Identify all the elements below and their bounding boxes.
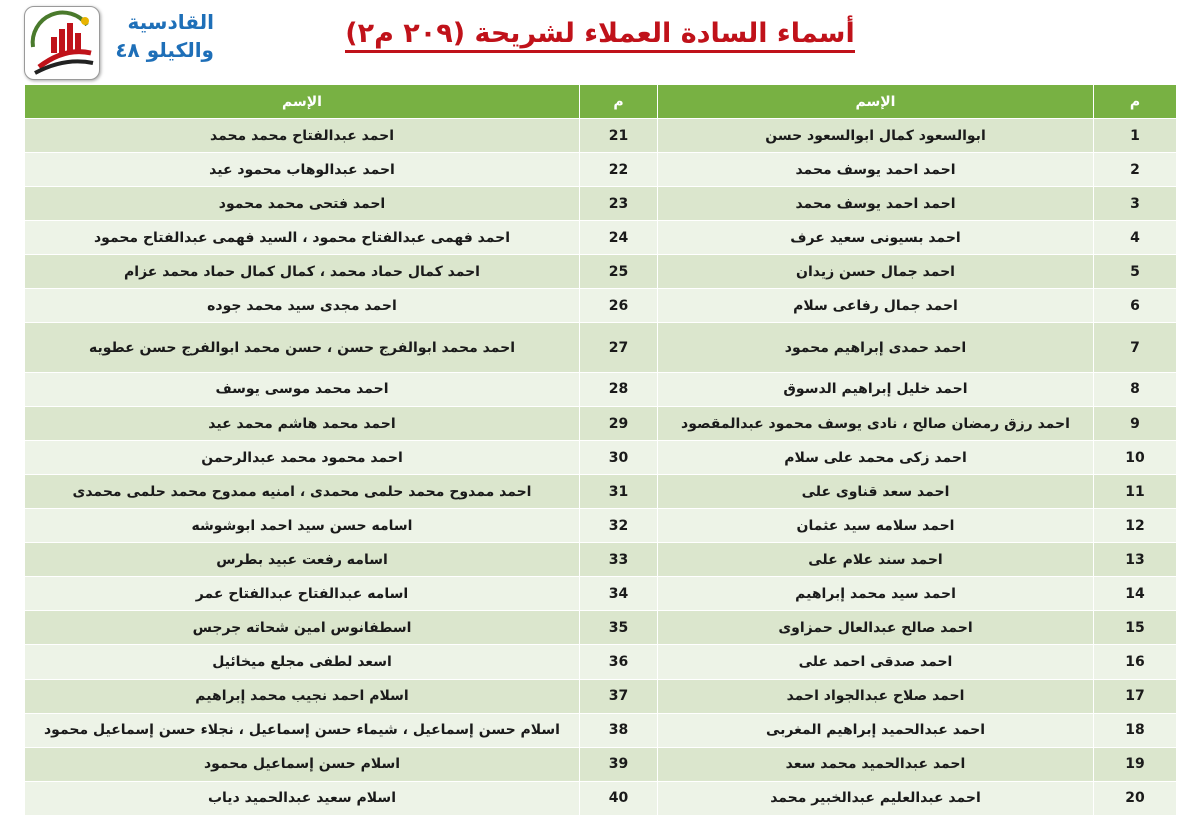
row-number: 22 bbox=[580, 153, 658, 187]
row-number: 31 bbox=[580, 475, 658, 509]
row-number: 33 bbox=[580, 543, 658, 577]
table-row bbox=[25, 781, 1177, 815]
customer-name: احمد صالح عبدالعال حمزاوى bbox=[658, 611, 1094, 645]
row-number: 36 bbox=[580, 645, 658, 679]
customer-name: احمد احمد يوسف محمد bbox=[658, 187, 1094, 221]
table-row bbox=[25, 119, 1177, 153]
customer-name: احمد محمود محمد عبدالرحمن bbox=[25, 441, 580, 475]
customer-name: احمد محمد موسى يوسف bbox=[25, 372, 580, 406]
table-row bbox=[25, 289, 1177, 323]
customer-name: اسلام سعيد عبدالحميد دياب bbox=[25, 781, 580, 815]
brand-name bbox=[104, 8, 214, 64]
customer-name: اسعد لطفى مجلع ميخائيل bbox=[25, 645, 580, 679]
customer-name: احمد فهمى عبدالفتاح محمود ، السيد فهمى عبدالفتاح محمود bbox=[25, 221, 580, 255]
customer-name: احمد محمد هاشم محمد عيد bbox=[25, 407, 580, 441]
row-number: 1 bbox=[1094, 119, 1177, 153]
table-row bbox=[25, 747, 1177, 781]
customer-name: احمد سعد قناوى على bbox=[658, 475, 1094, 509]
customer-name: اسلام حسن إسماعيل ، شيماء حسن إسماعيل ، نجلاء حسن إسماعيل محمود bbox=[25, 713, 580, 747]
customer-name: اسامه عبدالفتاح عبدالفتاح عمر bbox=[25, 577, 580, 611]
row-number: 38 bbox=[580, 713, 658, 747]
customer-name: احمد عبدالعليم عبدالخبير محمد bbox=[658, 781, 1094, 815]
customer-name: اسطفانوس امين شحاته جرجس bbox=[25, 611, 580, 645]
table-row bbox=[25, 543, 1177, 577]
customer-name: احمد ممدوح محمد حلمى محمدى ، امنيه ممدوح محمد حلمى محمدى bbox=[25, 475, 580, 509]
customer-name: احمد فتحى محمد محمود bbox=[25, 187, 580, 221]
customer-name: ابوالسعود كمال ابوالسعود حسن bbox=[658, 119, 1094, 153]
row-number: 25 bbox=[580, 255, 658, 289]
customer-name: احمد جمال حسن زيدان bbox=[658, 255, 1094, 289]
row-number: 4 bbox=[1094, 221, 1177, 255]
row-number: 9 bbox=[1094, 407, 1177, 441]
table-row bbox=[25, 611, 1177, 645]
table-row bbox=[25, 153, 1177, 187]
customer-name: احمد احمد يوسف محمد bbox=[658, 153, 1094, 187]
organization-logo-icon bbox=[25, 7, 99, 79]
table-row bbox=[25, 441, 1177, 475]
row-number: 11 bbox=[1094, 475, 1177, 509]
table-row bbox=[25, 255, 1177, 289]
row-number: 19 bbox=[1094, 747, 1177, 781]
row-number: 10 bbox=[1094, 441, 1177, 475]
customer-name: احمد كمال حماد محمد ، كمال كمال حماد محمد عزام bbox=[25, 255, 580, 289]
row-number: 2 bbox=[1094, 153, 1177, 187]
column-header-name: الإسم bbox=[658, 85, 1094, 119]
customer-name: احمد بسيونى سعيد عرف bbox=[658, 221, 1094, 255]
customer-name: احمد سند علام على bbox=[658, 543, 1094, 577]
row-number: 30 bbox=[580, 441, 658, 475]
row-number: 16 bbox=[1094, 645, 1177, 679]
customer-name: احمد سيد محمد إبراهيم bbox=[658, 577, 1094, 611]
table-header-row bbox=[25, 85, 1177, 119]
row-number: 40 bbox=[580, 781, 658, 815]
row-number: 29 bbox=[580, 407, 658, 441]
row-number: 13 bbox=[1094, 543, 1177, 577]
page-title bbox=[330, 18, 870, 49]
table-row bbox=[25, 372, 1177, 406]
customer-name: احمد سلامه سيد عثمان bbox=[658, 509, 1094, 543]
row-number: 14 bbox=[1094, 577, 1177, 611]
column-header-number: م bbox=[580, 85, 658, 119]
row-number: 35 bbox=[580, 611, 658, 645]
table-row bbox=[25, 713, 1177, 747]
row-number: 7 bbox=[1094, 323, 1177, 373]
table-row bbox=[25, 475, 1177, 509]
row-number: 6 bbox=[1094, 289, 1177, 323]
row-number: 15 bbox=[1094, 611, 1177, 645]
row-number: 27 bbox=[580, 323, 658, 373]
column-header-number: م bbox=[1094, 85, 1177, 119]
row-number: 5 bbox=[1094, 255, 1177, 289]
customer-name: اسلام احمد نجيب محمد إبراهيم bbox=[25, 679, 580, 713]
customer-name: احمد جمال رفاعى سلام bbox=[658, 289, 1094, 323]
customer-name: احمد محمد ابوالفرج حسن ، حسن محمد ابوالفرج حسن عطويه bbox=[25, 323, 580, 373]
table-row bbox=[25, 509, 1177, 543]
customer-name: اسامه حسن سيد احمد ابوشوشه bbox=[25, 509, 580, 543]
customers-table bbox=[24, 84, 1177, 816]
row-number: 21 bbox=[580, 119, 658, 153]
customer-name: احمد رزق رمضان صالح ، نادى يوسف محمود عبدالمقصود bbox=[658, 407, 1094, 441]
customer-name: احمد عبدالفتاح محمد محمد bbox=[25, 119, 580, 153]
row-number: 20 bbox=[1094, 781, 1177, 815]
table-row bbox=[25, 645, 1177, 679]
table-row bbox=[25, 407, 1177, 441]
customer-name: احمد مجدى سيد محمد جوده bbox=[25, 289, 580, 323]
customer-name: احمد عبدالحميد إبراهيم المغربى bbox=[658, 713, 1094, 747]
customer-name: احمد عبدالوهاب محمود عيد bbox=[25, 153, 580, 187]
row-number: 8 bbox=[1094, 372, 1177, 406]
row-number: 17 bbox=[1094, 679, 1177, 713]
customer-name: اسلام حسن إسماعيل محمود bbox=[25, 747, 580, 781]
page-title-text: أسماء السادة العملاء لشريحة (٢٠٩ م٢) bbox=[345, 18, 855, 53]
row-number: 24 bbox=[580, 221, 658, 255]
row-number: 3 bbox=[1094, 187, 1177, 221]
row-number: 26 bbox=[580, 289, 658, 323]
organization-logo bbox=[24, 6, 100, 80]
brand-line-1: القادسية bbox=[127, 10, 214, 34]
table-row bbox=[25, 323, 1177, 373]
customer-name: اسامه رفعت عبيد بطرس bbox=[25, 543, 580, 577]
customer-name: احمد زكى محمد على سلام bbox=[658, 441, 1094, 475]
brand-line-2: والكيلو ٤٨ bbox=[115, 38, 214, 62]
row-number: 18 bbox=[1094, 713, 1177, 747]
page-header bbox=[0, 0, 1200, 84]
row-number: 32 bbox=[580, 509, 658, 543]
row-number: 23 bbox=[580, 187, 658, 221]
customer-name: احمد حمدى إبراهيم محمود bbox=[658, 323, 1094, 373]
customer-name: احمد خليل إبراهيم الدسوق bbox=[658, 372, 1094, 406]
table-row bbox=[25, 187, 1177, 221]
row-number: 37 bbox=[580, 679, 658, 713]
customer-name: احمد صلاح عبدالجواد احمد bbox=[658, 679, 1094, 713]
table-row bbox=[25, 679, 1177, 713]
row-number: 28 bbox=[580, 372, 658, 406]
table-row bbox=[25, 221, 1177, 255]
table-row bbox=[25, 577, 1177, 611]
column-header-name: الإسم bbox=[25, 85, 580, 119]
customer-name: احمد صدقى احمد على bbox=[658, 645, 1094, 679]
row-number: 12 bbox=[1094, 509, 1177, 543]
row-number: 34 bbox=[580, 577, 658, 611]
row-number: 39 bbox=[580, 747, 658, 781]
customer-name: احمد عبدالحميد محمد سعد bbox=[658, 747, 1094, 781]
